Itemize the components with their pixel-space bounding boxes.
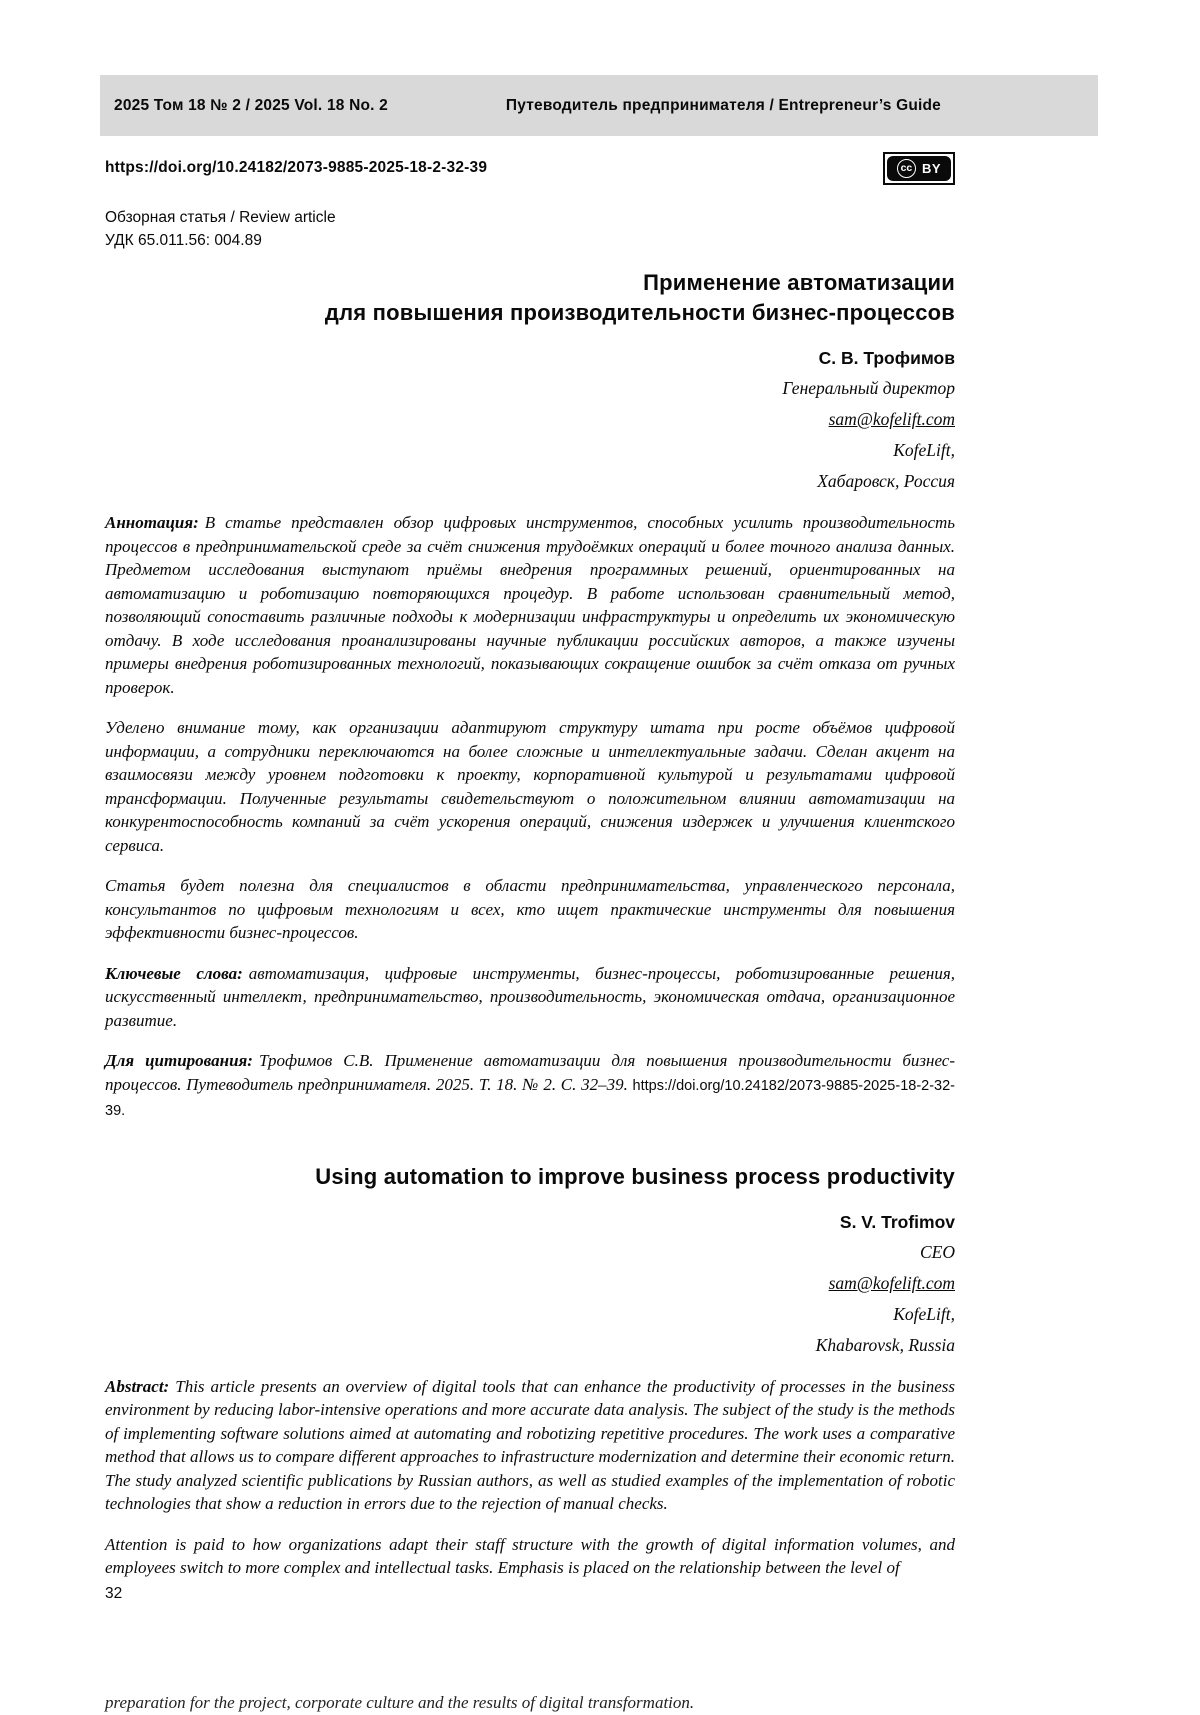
article-meta: [105, 206, 336, 252]
citation-text-ru: Трофимов С.В. Применение автоматизации для повышения производительности бизнес-процессов. Путеводитель предпринимателя. 2025. Т. 18. № 2. С. 32–39.: [105, 1051, 955, 1094]
abstract-en-p2: Attention is paid to how organizations adapt their staff structure with the growth of digital information volumes, and employees switch to more complex and intellectual tasks. Emphasis is placed on the relationship between the level of: [105, 1534, 955, 1577]
abstract-label-ru: Аннотация:: [105, 513, 199, 532]
doi-row: [105, 148, 955, 188]
author-block-en: [105, 1212, 955, 1357]
abstract-label-en: Abstract:: [105, 1376, 170, 1396]
cc-by-label: BY: [921, 160, 941, 176]
article-title-ru-line2: для повышения производительности бизнес-процессов: [324, 300, 955, 325]
abstract-text-en-p1: This article presents an overview of digital tools that can enhance the productivity of processes in the business environment by reducing labor-intensive operations and more accurate data analysis. The subject of the study is the methods of implementing software solutions aimed at automating and robotizing repetitive procedures. The work uses a comparative method that allows us to compare different approaches to infrastructure modernization and determine their economic return. The study analyzed scientific publications by Russian authors, as well as studied examples of the implementation of robotic technologies that show a reduction in errors due to the rejection of manual checks.: [105, 1376, 955, 1513]
article-title-ru-line1: Применение автоматизации: [643, 270, 955, 295]
author-name-en: S. V. Trofimov: [839, 1211, 955, 1232]
citation-label-ru: Для цитирования:: [105, 1051, 253, 1070]
keywords-label-ru: Ключевые слова:: [105, 963, 243, 983]
author-position-ru: Генеральный директор: [782, 378, 955, 398]
abstract-ru-p3: Статья будет полезна для специалистов в области предпринимательства, управленческого персонала, консультантов по цифровым технологиям и всех, кто ищет практические инструменты для повышения эффективности бизнес-процессов.: [105, 876, 955, 942]
abstract-en-p1: [105, 1375, 955, 1516]
udc-code: УДК 65.011.56: 004.89: [105, 232, 262, 249]
author-location-en: Khabarovsk, Russia: [815, 1334, 955, 1355]
author-email-en[interactable]: sam@kofelift.com: [828, 1272, 955, 1293]
author-company-ru: KofeLift,: [893, 440, 955, 460]
author-name-ru: С. В. Трофимов: [818, 348, 955, 368]
article-title-en: Using automation to improve business process productivity: [315, 1163, 955, 1189]
article-content: [105, 268, 955, 1597]
abstract-ru-p1: [105, 511, 955, 699]
cc-icon: cc: [897, 159, 916, 178]
article-title-ru: [105, 268, 955, 328]
page-number: 32: [105, 1585, 123, 1602]
issue-info: 2025 Том 18 № 2 / 2025 Vol. 18 No. 2: [114, 96, 388, 114]
author-block-ru: [105, 348, 955, 493]
doi-link[interactable]: https://doi.org/10.24182/2073-9885-2025-18-2-32-39: [105, 159, 488, 176]
author-position-en: CEO: [920, 1241, 955, 1262]
journal-name: Путеводитель предпринимателя / Entrepreneur’s Guide: [505, 96, 941, 114]
cc-by-license-badge[interactable]: [883, 152, 955, 185]
citation-ru: [105, 1049, 955, 1124]
author-email-ru[interactable]: sam@kofelift.com: [828, 409, 955, 429]
keywords-text-ru: автоматизация, цифровые инструменты, бизнес-процессы, роботизированные решения, искусственный интеллект, предпринимательство, производительность, экономическая отдача, организационное развитие.: [105, 963, 955, 1030]
abstract-ru-p2: Уделено внимание тому, как организации адаптируют структуру штата при росте объёмов цифровой информации, а сотрудники переключаются на более сложные и интеллектуальные задачи. Сделан акцент на взаимосвязи между уровнем подготовки к проекту, корпоративной культурой и результатами цифровой трансформации. Полученные результаты свидетельствуют о положительном влиянии автоматизации на конкурентоспособность компаний за счёт ускорения операций, снижения издержек и улучшения клиентского сервиса.: [105, 718, 955, 855]
author-email-row-ru: [105, 408, 955, 431]
author-email-row-en: [105, 1272, 955, 1295]
issue-header-bar: [100, 75, 1098, 136]
abstract-text-ru-p1: В статье представлен обзор цифровых инструментов, способных усилить производительность процессов в предпринимательской среде за счёт снижения трудоёмких операций и более точного анализа данных. Предметом исследования выступают приёмы внедрения программных решений, ориентированных на автоматизацию и роботизацию повторяющихся процедур. В работе использован сравнительный метод, позволяющий сопоставить различные подходы к модернизации инфраструктуры и определить их экономическую отдачу. В ходе исследования проанализированы научные публикации российских авторов, а также изучены примеры внедрения роботизированных технологий, показывающих сокращение ошибок за счёт отказа от ручных проверок.: [105, 513, 955, 697]
article-type: Обзорная статья / Review article: [105, 209, 336, 226]
author-location-ru: Хабаровск, Россия: [817, 471, 955, 491]
author-company-en: KofeLift,: [893, 1303, 955, 1324]
page-bottom-clipped-text: preparation for the project, corporate culture and the results of digital transformation.: [105, 1693, 695, 1712]
keywords-ru: [105, 962, 955, 1033]
citation-doi-link[interactable]: https://doi.org/10.24182/2073-9885-2025-18-2-32-39.: [105, 1077, 956, 1119]
